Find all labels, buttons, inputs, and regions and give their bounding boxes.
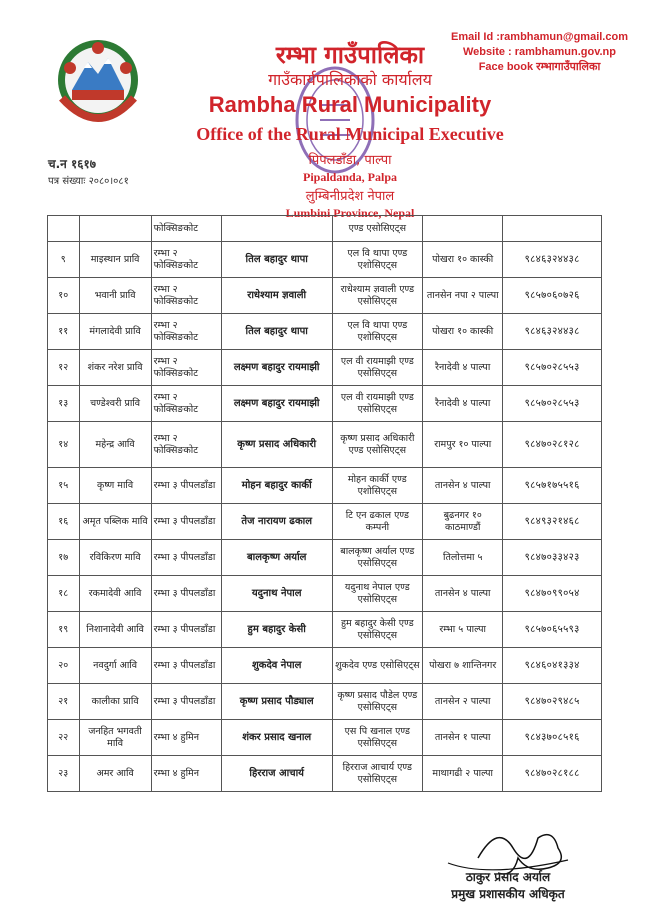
firm-address: रम्भा ५ पाल्पा [423,612,503,648]
firm-address: पोखरा ७ शान्तिनगर [423,648,503,684]
school-name [79,216,151,242]
serial-number: २१ [48,684,80,720]
auditor-name: मोहन बहादुर कार्की [221,468,332,504]
chalani-number: च.न १६१७ [48,157,96,171]
audit-firm: एल वी रायमाझी एण्ड एसोसिएट्स [332,350,422,386]
firm-address: तानसेन ४ पाल्पा [423,576,503,612]
serial-number: १४ [48,422,80,468]
school-address: रम्भा २ फोक्सिङकोट [151,242,221,278]
serial-number: २३ [48,756,80,792]
auditor-name: तिल बहादुर थापा [221,242,332,278]
audit-firm: राधेश्याम ज्ञवाली एण्ड एसोसिएट्स [332,278,422,314]
office-name-np: गाउँकार्यपालिकाको कार्यालय [268,70,432,89]
signatory-title: प्रमुख प्रशासकीय अधिकृत [451,887,565,901]
school-address: रम्भा २ फोक्सिङकोट [151,422,221,468]
email-line[interactable]: Email Id :rambhamun@gmail.com [451,31,628,43]
audit-firm: कृष्ण प्रसाद अधिकारी एण्ड एसोसिएट्स [332,422,422,468]
firm-address: बुढनगर १० काठमाण्डौं [423,504,503,540]
table-row [48,720,602,756]
table-row [48,756,602,792]
audit-firm: एस पि खनाल एण्ड एसोसिएट्स [332,720,422,756]
table-row [48,576,602,612]
table-row [48,242,602,278]
firm-address: रैनादेवी ४ पाल्पा [423,386,503,422]
school-address: रम्भा ३ पीपलडाँडा [151,612,221,648]
municipality-name-np: रम्भा गाउँपालिका [275,41,425,69]
auditor-name: शुकदेव नेपाल [221,648,332,684]
school-name: निशानादेवी आवि [79,612,151,648]
auditor-name [221,216,332,242]
province-np: लुम्बिनीप्रदेश नेपाल [305,189,395,204]
school-address: रम्भा ३ पीपलडाँडा [151,504,221,540]
school-name: शंकर नरेश प्रावि [79,350,151,386]
school-address: रम्भा २ फोक्सिङकोट [151,278,221,314]
firm-address: माथागढी २ पाल्पा [423,756,503,792]
auditor-name: लक्ष्मण बहादुर रायमाझी [221,350,332,386]
school-name: महेन्द्र आवि [79,422,151,468]
table-row [48,386,602,422]
school-address: रम्भा ३ पीपलडाँडा [151,576,221,612]
school-name: कालीका प्रावि [79,684,151,720]
school-address: रम्भा ४ हुमिन [151,720,221,756]
province-en: Lumbini Province, Nepal [285,206,415,220]
auditor-name: कृष्ण प्रसाद पौड्याल [221,684,332,720]
municipality-emblem [50,28,146,140]
phone-number: ९८४७०३३४२३ [503,540,602,576]
firm-address: तानसेन २ पाल्पा [423,684,503,720]
auditor-name: कृष्ण प्रसाद अधिकारी [221,422,332,468]
phone-number: ९८४३७०८५१६ [503,720,602,756]
school-address: रम्भा २ फोक्सिङकोट [151,314,221,350]
school-address: फोक्सिङकोट [151,216,221,242]
school-name: चण्डेश्वरी प्रावि [79,386,151,422]
phone-number: ९८५७०६५५९३ [503,612,602,648]
school-address: रम्भा ३ पीपलडाँडा [151,648,221,684]
serial-number: ११ [48,314,80,350]
audit-firm: बालकृष्ण अर्याल एण्ड एसोसिएट्स [332,540,422,576]
phone-number: ९८४६३२४४३८ [503,242,602,278]
firm-address: पोखरा १० कास्की [423,242,503,278]
audit-firm: एल वि थापा एण्ड एशोसिएट्स [332,314,422,350]
audit-firm: हुम बहादुर केसी एण्ड एसोसिएट्स [332,612,422,648]
serial-number: २० [48,648,80,684]
school-name: अमर आवि [79,756,151,792]
school-address: रम्भा ३ पीपलडाँडा [151,540,221,576]
municipality-name-en: Rambha Rural Municipality [208,92,492,117]
firm-address: पोखरा १० कास्की [423,314,503,350]
school-name: कृष्ण मावि [79,468,151,504]
audit-firm: टि एन ढकाल एण्ड कम्पनी [332,504,422,540]
school-auditor-table [47,215,602,792]
office-name-en: Office of the Rural Municipal Executive [196,124,504,144]
table-row [48,350,602,386]
school-name: जनहित भगवती मावि [79,720,151,756]
school-address: रम्भा ३ पीपलडाँडा [151,468,221,504]
firm-address: तानसेन ४ पाल्पा [423,468,503,504]
firm-address: रैनादेवी ४ पाल्पा [423,350,503,386]
school-name: रकमादेवी आवि [79,576,151,612]
audit-firm: एल वि थापा एण्ड एशोसिएट्स [332,242,422,278]
phone-number: ९८४७०२९४८५ [503,684,602,720]
facebook-line: Face book रम्भागाउँपालिका [478,61,601,73]
auditor-name: राधेश्याम ज्ञवाली [221,278,332,314]
serial-number: १८ [48,576,80,612]
table-row [48,468,602,504]
auditor-name: हिरराज आचार्य [221,756,332,792]
patra-sankhya: पत्र संख्याः २०८०।०८१ [48,176,129,187]
auditor-name: बालकृष्ण अर्याल [221,540,332,576]
serial-number: २२ [48,720,80,756]
serial-number: १६ [48,504,80,540]
table-row [48,216,602,242]
place-np: पिपलडाँडा, पाल्पा [308,153,392,168]
auditor-name: लक्ष्मण बहादुर रायमाझी [221,386,332,422]
audit-firm: शुकदेव एण्ड एसोसिएट्स [332,648,422,684]
reference-block [48,156,129,190]
phone-number: ९८४७०२८१२८ [503,422,602,468]
place-en: Pipaldanda, Palpa [302,170,398,184]
school-address: रम्भा ४ हुमिन [151,756,221,792]
auditor-name: शंकर प्रसाद खनाल [221,720,332,756]
phone-number: ९८४९३२१४६८ [503,504,602,540]
phone-number [503,216,602,242]
serial-number: १२ [48,350,80,386]
signatory-block [418,868,598,902]
school-name: माइस्थान प्रावि [79,242,151,278]
table-row [48,422,602,468]
table-row [48,684,602,720]
phone-number: ९८४६०४१३३४ [503,648,602,684]
auditor-name: यदुनाथ नेपाल [221,576,332,612]
signatory-name: ठाकुर प्रसाद अर्याल [465,870,551,884]
firm-address [423,216,503,242]
auditor-name: तेज नारायण ढकाल [221,504,332,540]
serial-number: ९ [48,242,80,278]
audit-firm: यदुनाथ नेपाल एण्ड एसोसिएट्स [332,576,422,612]
school-address: रम्भा २ फोक्सिङकोट [151,350,221,386]
firm-address: रामपुर १० पाल्पा [423,422,503,468]
school-name: भवानी प्रावि [79,278,151,314]
school-name: नवदुर्गा आवि [79,648,151,684]
table-row [48,504,602,540]
school-name: मंगलादेवी प्रावि [79,314,151,350]
phone-number: ९८४७०९९०५४ [503,576,602,612]
firm-address: तिलोत्तमा ५ [423,540,503,576]
school-address: रम्भा २ फोक्सिङकोट [151,386,221,422]
phone-number: ९८४७०२८१८८ [503,756,602,792]
serial-number: १० [48,278,80,314]
audit-firm: कृष्ण प्रसाद पौडेल एण्ड एसोसिएट्स [332,684,422,720]
phone-number: ९८५७०२८५५३ [503,386,602,422]
audit-firm: हिरराज आचार्य एण्ड एसोसिएट्स [332,756,422,792]
firm-address: तानसेन १ पाल्पा [423,720,503,756]
phone-number: ९८५७१७५५१६ [503,468,602,504]
serial-number: १७ [48,540,80,576]
table-row [48,278,602,314]
audit-firm: मोहन कार्की एण्ड एशोसिएट्स [332,468,422,504]
school-name: रविकिरण मावि [79,540,151,576]
auditor-name: तिल बहादुर थापा [221,314,332,350]
serial-number: १५ [48,468,80,504]
website-line[interactable]: Website : rambhamun.gov.np [463,46,616,58]
firm-address: तानसेन नपा २ पाल्पा [423,278,503,314]
phone-number: ९८५७०६०७२६ [503,278,602,314]
audit-firm: एण्ड एसोसिएट्स [332,216,422,242]
phone-number: ९८४६३२४४३८ [503,314,602,350]
school-name: अमृत पब्लिक मावि [79,504,151,540]
serial-number [48,216,80,242]
audit-firm: एल वी रायमाझी एण्ड एसोसिएट्स [332,386,422,422]
table-row [48,314,602,350]
auditor-name: हुम बहादुर केसी [221,612,332,648]
table-row [48,540,602,576]
table-row [48,648,602,684]
serial-number: १३ [48,386,80,422]
school-address: रम्भा ३ पीपलडाँडा [151,684,221,720]
phone-number: ९८५७०२८५५३ [503,350,602,386]
table-row [48,612,602,648]
serial-number: १९ [48,612,80,648]
